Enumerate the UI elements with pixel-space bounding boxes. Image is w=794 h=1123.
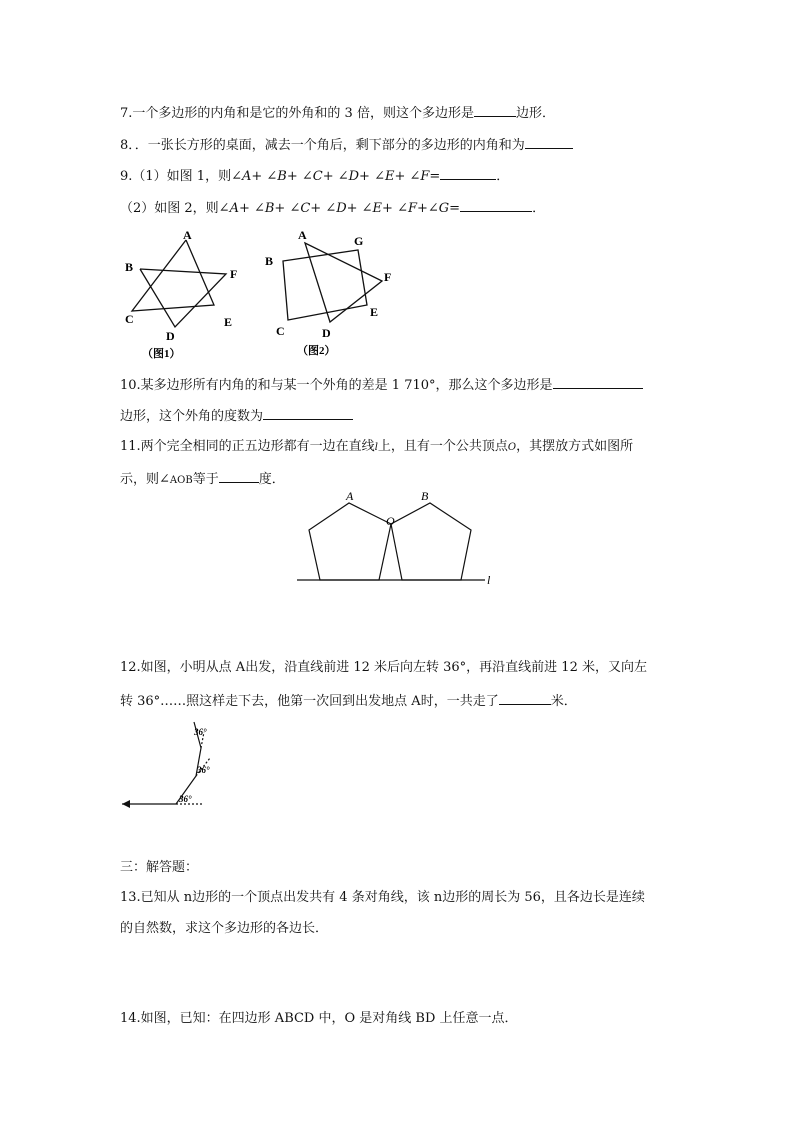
question-12-line2 (120, 690, 577, 712)
q11-text-c: ，其摆放方式如图所 (516, 439, 634, 454)
angle-label-2: 36° (197, 765, 210, 775)
figure-1-star (132, 240, 226, 327)
q11-line-l: l (374, 442, 378, 453)
walk-path (122, 722, 201, 804)
q12-text-2b: 米． (550, 694, 577, 709)
question-10-line2 (120, 405, 353, 427)
q12-answer-blank[interactable] (499, 690, 551, 705)
q10-text: 10.某多边形所有内角的和与某一个外角的差是 1 710°，那么这个多边形是 (120, 378, 553, 393)
q11-text-d: 示，则∠ (120, 472, 170, 487)
fig2-label-a: A (298, 228, 307, 242)
q12-text-2a: 转 36°……照这样走下去，他第一次回到出发地点 A时，一共走了 (120, 694, 499, 709)
question-7 (120, 102, 555, 124)
question-11-line1 (120, 437, 633, 458)
left-pentagon (309, 503, 391, 580)
q9-part2-expression: A+ ∠B+ ∠C+ ∠D+ ∠E+ ∠F+∠G= (229, 201, 461, 216)
fig2-label-f: F (384, 270, 392, 284)
q9-part2-text: （2）如图 2，则∠ (120, 201, 230, 216)
fig1-label-c: C (125, 312, 134, 326)
fig2-caption: （图2） (297, 345, 336, 357)
fig1-label-a: A (183, 228, 192, 242)
q9-part2-end: ． (532, 201, 546, 216)
q8-text: 8．．一张长方形的桌面，减去一个角后，剩下部分的多边形的内角和为 (120, 138, 525, 153)
question-10-line1 (120, 374, 643, 396)
question-9-part1 (120, 165, 509, 187)
q9-part1-expression: A+ ∠B+ ∠C+ ∠D+ ∠E+ ∠F= (241, 169, 441, 184)
fig2-label-e: E (370, 305, 379, 319)
question-8 (120, 134, 573, 156)
fig1-label-d: D (166, 329, 175, 343)
q11-point-o: O (507, 442, 517, 453)
q9-part1-end: ． (496, 169, 510, 184)
section-3-title-text: 三：解答题： (120, 860, 199, 875)
question-14-line1 (120, 1009, 518, 1029)
q9-figures (0, 225, 794, 365)
section-3-title (120, 858, 198, 878)
fig1-caption: （图1） (142, 348, 181, 360)
q12-walk-figure (0, 718, 794, 818)
fig2-label-g: G (354, 234, 364, 248)
q11-fig-label-o: O (386, 514, 395, 528)
q11-text-a: 11.两个完全相同的正五边形都有一边在直线 (120, 439, 375, 454)
angle-label-1: 36° (179, 794, 192, 804)
q13-text: 13.已知从 n边形的一个顶点出发共有 4 条对角线，该 n边形的周长为 56，且各边长是连续 (120, 890, 645, 905)
q11-text-b: 上，且有一个公共顶点 (377, 439, 508, 454)
figure-2-star (283, 243, 382, 322)
q11-pentagons-figure (0, 488, 794, 598)
right-pentagon (391, 503, 471, 580)
q9-part1-text: 9.（1）如图 1，则∠ (120, 169, 242, 184)
fig2-label-d: D (322, 326, 331, 340)
q11-text-e: 等于 (192, 472, 219, 487)
q10-text-2: 边形，这个外角的度数为 (120, 409, 264, 424)
start-arrow (122, 800, 130, 808)
q11-fig-label-b: B (421, 489, 429, 503)
q7-answer-blank[interactable] (474, 102, 516, 117)
fig1-label-f: F (230, 267, 238, 281)
q11-fig-label-l: l (487, 573, 491, 587)
fig1-label-e: E (224, 315, 233, 329)
q11-angle-aob: AOB (169, 475, 193, 486)
q14-text: 14.如图，已知：在四边形 ABCD 中，O 是对角线 BD 上任意一点． (120, 1011, 518, 1026)
q10-answer-blank-1[interactable] (553, 374, 643, 389)
q10-answer-blank-2[interactable] (263, 405, 353, 420)
q12-text: 12.如图，小明从点 A出发，沿直线前进 12 米后向左转 36°，再沿直线前进 12 米，又向左 (120, 660, 647, 675)
question-9-part2 (120, 197, 545, 219)
q11-fig-label-a: A (346, 489, 354, 503)
fig2-label-b: B (265, 254, 274, 268)
q11-answer-blank[interactable] (219, 468, 259, 483)
q8-answer-blank[interactable] (525, 134, 573, 149)
question-12-line1 (120, 658, 647, 678)
angle-label-3: 36° (194, 727, 207, 737)
q13-text-2: 的自然数，求这个多边形的各边长． (120, 921, 329, 936)
q9-part2-answer-blank[interactable] (460, 197, 532, 212)
q9-part1-answer-blank[interactable] (440, 165, 496, 180)
q7-text: 7.一个多边形的内角和是它的外角和的 3 倍，则这个多边形是 (120, 106, 474, 121)
question-13-line2 (120, 919, 328, 939)
fig1-label-b: B (125, 260, 134, 274)
question-13-line1 (120, 888, 645, 908)
fig2-label-c: C (276, 324, 285, 338)
q7-text-end: 边形． (515, 106, 555, 121)
q11-text-f: 度． (258, 472, 285, 487)
